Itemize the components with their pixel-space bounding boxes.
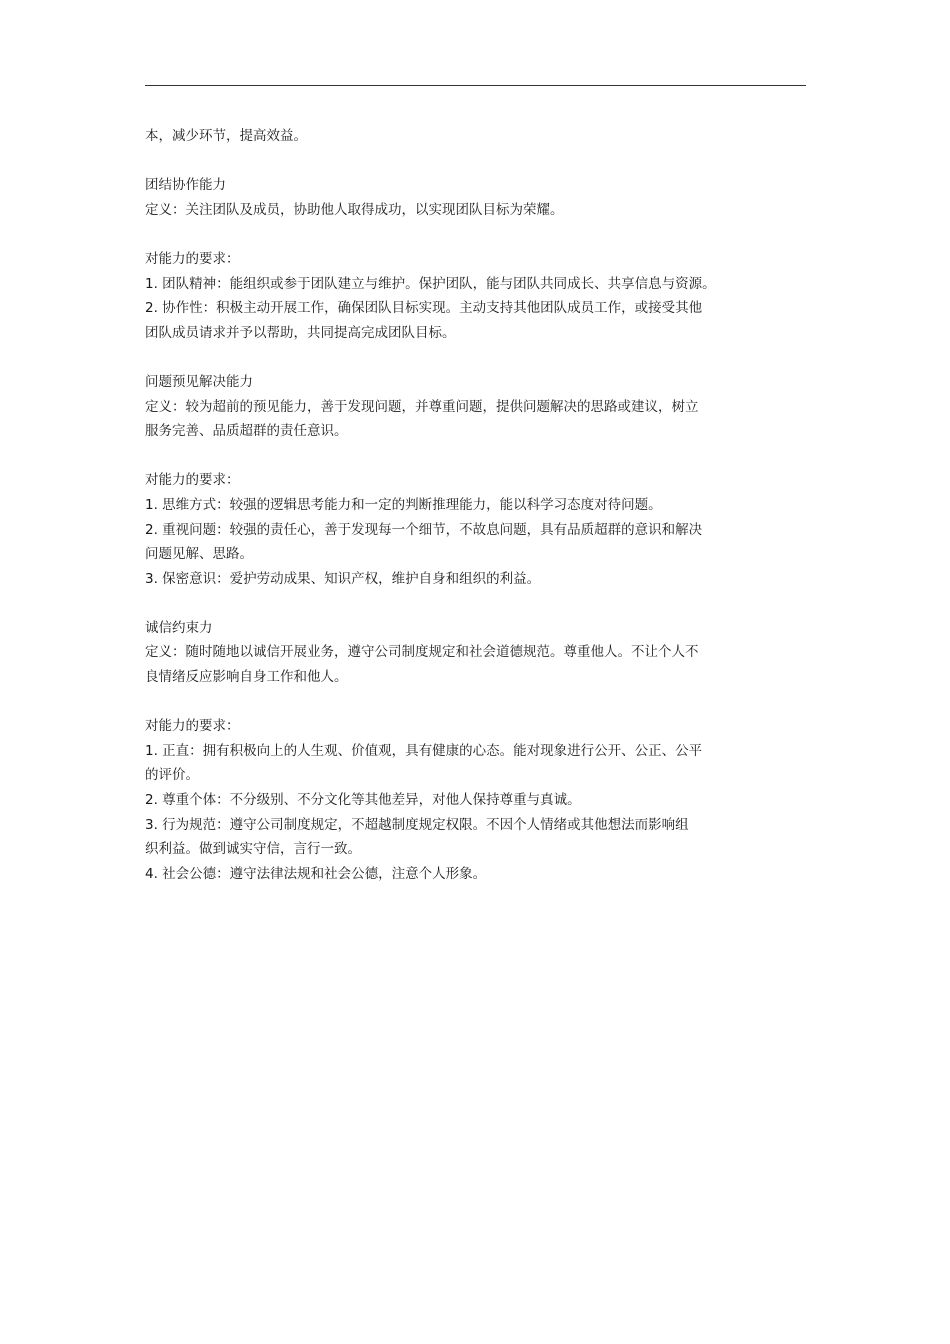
requirement-line: 4. 社会公德：遵守法律法规和社会公德，注意个人形象。: [145, 865, 487, 882]
requirement-line: 1. 团队精神：能组织或参于团队建立与维护。保护团队，能与团队共同成长、共享信息与资源。: [145, 275, 716, 292]
requirement-line: 2. 尊重个体：不分级别、不分文化等其他差异，对他人保持尊重与真诚。: [145, 792, 581, 809]
paragraph-gap: [145, 591, 817, 616]
definition-line: 服务完善、品质超群的责任意识。: [145, 423, 348, 440]
definition-line: 良情绪反应影响自身工作和他人。: [145, 669, 348, 686]
definition-line: 定义：随时随地以诚信开展业务，遵守公司制度规定和社会道德规范。尊重他人。不让个人不: [145, 644, 699, 661]
definition-line: 定义：关注团队及成员，协助他人取得成功，以实现团队目标为荣耀。: [145, 201, 564, 218]
section-title: 诚信约束力: [145, 619, 213, 636]
requirement-line: 2. 重视问题：较强的责任心，善于发现每一个细节，不故息问题，具有品质超群的意识和解决: [145, 521, 703, 538]
requirements-heading: 对能力的要求：: [145, 718, 240, 735]
section-problem-solving: [145, 370, 817, 616]
paragraph-gap: [145, 690, 817, 715]
requirements-heading: 对能力的要求：: [145, 472, 240, 489]
requirement-line: 3. 保密意识：爱护劳动成果、知识产权，维护自身和组织的利益。: [145, 570, 541, 587]
paragraph-gap: [145, 149, 817, 174]
paragraph-gap: [145, 345, 817, 370]
section-title: 问题预见解决能力: [145, 373, 253, 390]
definition-line: 定义：较为超前的预见能力，善于发现问题，并尊重问题，提供问题解决的思路或建议，树立: [145, 398, 699, 415]
paragraph-gap: [145, 222, 817, 247]
document-body: [145, 124, 817, 886]
section-teamwork: [145, 173, 817, 370]
requirement-line: 2. 协作性：积极主动开展工作，确保团队目标实现。主动支持其他团队成员工作，或接受其他: [145, 300, 703, 317]
section-title: 团结协作能力: [145, 177, 226, 194]
requirement-line: 1. 思维方式：较强的逻辑思考能力和一定的判断推理能力，能以科学习态度对待问题。: [145, 496, 662, 513]
requirement-line: 3. 行为规范：遵守公司制度规定，不超越制度规定权限。不因个人情绪或其他想法而影响组: [145, 816, 689, 833]
header-rule: [145, 85, 806, 86]
section-integrity: [145, 616, 817, 887]
requirement-line: 团队成员请求并予以帮助，共同提高完成团队目标。: [145, 324, 456, 341]
requirements-heading: 对能力的要求：: [145, 250, 240, 267]
requirement-line: 1. 正直：拥有积极向上的人生观、价值观，具有健康的心态。能对现象进行公开、公正、公平: [145, 742, 703, 759]
intro-line: 本，减少环节，提高效益。: [145, 128, 307, 144]
paragraph-gap: [145, 444, 817, 469]
requirement-line: 问题见解、思路。: [145, 546, 253, 563]
requirement-line: 的评价。: [145, 767, 199, 784]
requirement-line: 织利益。做到诚实守信，言行一致。: [145, 841, 361, 858]
